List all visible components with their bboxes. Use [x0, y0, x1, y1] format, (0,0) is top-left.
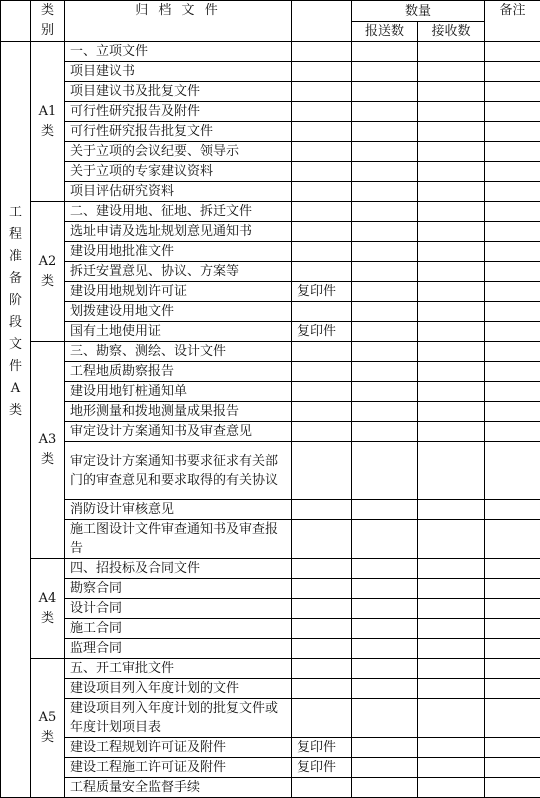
sent-count-cell — [352, 520, 418, 559]
copy-note-cell — [292, 559, 352, 579]
table-row — [1, 599, 540, 619]
remarks-cell — [485, 362, 540, 382]
table-row — [1, 222, 540, 242]
table-row — [1, 122, 540, 142]
sent-count-cell — [352, 659, 418, 679]
copy-note-cell — [292, 342, 352, 362]
copy-note-cell: 复印件 — [292, 758, 352, 778]
table-row — [1, 62, 540, 82]
remarks-cell — [485, 302, 540, 322]
received-count-cell — [418, 758, 485, 778]
sub-category-label: A4类 — [38, 589, 58, 629]
received-count-cell — [418, 162, 485, 182]
received-count-cell — [418, 82, 485, 102]
document-name-cell: 建设用地规划许可证 — [65, 282, 292, 302]
received-count-cell — [418, 202, 485, 222]
sent-count-cell — [352, 62, 418, 82]
document-name-cell: 四、招投标及合同文件 — [65, 559, 292, 579]
copy-note-cell — [292, 599, 352, 619]
remarks-cell — [485, 202, 540, 222]
archive-docs-header: 归 档 文 件 — [65, 1, 292, 42]
document-name-cell: 工程质量安全监督手续 — [65, 778, 292, 798]
document-name-cell: 勘察合同 — [65, 579, 292, 599]
copy-note-cell — [292, 659, 352, 679]
sent-count-cell — [352, 422, 418, 442]
document-name-cell: 二、建设用地、征地、拆迁文件 — [65, 202, 292, 222]
remarks-cell — [485, 102, 540, 122]
table-row — [1, 579, 540, 599]
table-row — [1, 182, 540, 202]
remarks-cell — [485, 262, 540, 282]
remarks-cell — [485, 402, 540, 422]
document-name-cell: 建设用地钉桩通知单 — [65, 382, 292, 402]
sent-count-cell — [352, 699, 418, 738]
copy-note-cell — [292, 639, 352, 659]
remarks-cell — [485, 639, 540, 659]
main-category-cell — [1, 42, 31, 798]
table-row — [1, 242, 540, 262]
table-row — [1, 342, 540, 362]
copy-note-cell — [292, 42, 352, 62]
received-count-cell — [418, 142, 485, 162]
copy-note-cell — [292, 222, 352, 242]
remarks-cell — [485, 619, 540, 639]
document-name-cell: 三、勘察、测绘、设计文件 — [65, 342, 292, 362]
remarks-cell — [485, 242, 540, 262]
received-count-cell — [418, 422, 485, 442]
document-name-cell: 可行性研究报告批复文件 — [65, 122, 292, 142]
sent-count-cell — [352, 639, 418, 659]
sent-count-cell — [352, 162, 418, 182]
received-count-cell — [418, 659, 485, 679]
copy-note-cell — [292, 362, 352, 382]
sent-count-cell — [352, 122, 418, 142]
received-count-cell — [418, 62, 485, 82]
table-row — [1, 738, 540, 758]
sent-count-cell — [352, 679, 418, 699]
remarks-cell — [485, 659, 540, 679]
sent-count-cell — [352, 262, 418, 282]
remarks-cell — [485, 500, 540, 520]
remarks-cell — [485, 738, 540, 758]
empty-corner-cell — [1, 1, 31, 42]
copy-note-cell — [292, 202, 352, 222]
table-row — [1, 402, 540, 422]
sub-category-cell — [31, 342, 65, 559]
copy-note-cell — [292, 302, 352, 322]
document-name-cell: 地形测量和拨地测量成果报告 — [65, 402, 292, 422]
table-row — [1, 422, 540, 442]
sent-count-cell — [352, 182, 418, 202]
table-row — [1, 102, 540, 122]
received-count-cell — [418, 242, 485, 262]
sub-category-label: A2类 — [38, 252, 58, 292]
sent-count-cell — [352, 282, 418, 302]
received-count-cell — [418, 102, 485, 122]
received-count-cell — [418, 738, 485, 758]
table-row — [1, 559, 540, 579]
document-name-cell: 施工合同 — [65, 619, 292, 639]
remarks-cell — [485, 122, 540, 142]
sub-category-cell — [31, 42, 65, 202]
copy-note-cell — [292, 520, 352, 559]
remarks-cell — [485, 342, 540, 362]
copy-note-cell — [292, 422, 352, 442]
copy-note-cell — [292, 142, 352, 162]
document-name-cell: 建设项目列入年度计划的文件 — [65, 679, 292, 699]
sub-category-label: A1类 — [38, 102, 58, 142]
document-name-cell: 可行性研究报告及附件 — [65, 102, 292, 122]
document-name-cell: 施工图设计文件审查通知书及审查报告 — [65, 520, 292, 559]
received-count-cell — [418, 222, 485, 242]
sent-count-cell — [352, 202, 418, 222]
remarks-cell — [485, 699, 540, 738]
received-count-cell — [418, 599, 485, 619]
copy-note-cell — [292, 62, 352, 82]
sent-count-cell — [352, 402, 418, 422]
sent-count-cell — [352, 342, 418, 362]
sent-count-cell — [352, 242, 418, 262]
sent-count-cell — [352, 302, 418, 322]
sent-count-cell — [352, 322, 418, 342]
copy-note-cell — [292, 402, 352, 422]
sent-count-cell — [352, 442, 418, 500]
table-row — [1, 282, 540, 302]
table-row — [1, 639, 540, 659]
quantity-header: 数量 — [352, 1, 485, 22]
received-count-cell — [418, 262, 485, 282]
copy-note-cell: 复印件 — [292, 738, 352, 758]
table-row — [1, 699, 540, 738]
sent-count-cell — [352, 599, 418, 619]
received-count-cell — [418, 182, 485, 202]
table-row — [1, 302, 540, 322]
received-count-cell — [418, 402, 485, 422]
table-row — [1, 162, 540, 182]
received-count-cell — [418, 362, 485, 382]
sent-count-cell — [352, 738, 418, 758]
sub-category-label: A3类 — [38, 430, 58, 470]
empty-header-cell — [292, 1, 352, 42]
received-count-cell — [418, 382, 485, 402]
document-name-cell: 监理合同 — [65, 639, 292, 659]
document-name-cell: 建设工程施工许可证及附件 — [65, 758, 292, 778]
sent-count-cell — [352, 42, 418, 62]
table-row — [1, 262, 540, 282]
sent-count-cell — [352, 82, 418, 102]
table-row — [1, 659, 540, 679]
sub-category-cell — [31, 559, 65, 659]
table-row — [1, 42, 540, 62]
remarks-cell — [485, 442, 540, 500]
sent-count-cell — [352, 619, 418, 639]
sent-count-cell — [352, 579, 418, 599]
table-row — [1, 322, 540, 342]
remarks-header: 备注 — [485, 1, 540, 42]
received-count-cell — [418, 500, 485, 520]
remarks-cell — [485, 182, 540, 202]
table-row — [1, 382, 540, 402]
copy-note-cell — [292, 102, 352, 122]
document-name-cell: 建设工程规划许可证及附件 — [65, 738, 292, 758]
document-name-cell: 划拨建设用地文件 — [65, 302, 292, 322]
copy-note-cell: 复印件 — [292, 322, 352, 342]
document-name-cell: 消防设计审核意见 — [65, 500, 292, 520]
copy-note-cell — [292, 579, 352, 599]
document-name-cell: 工程地质勘察报告 — [65, 362, 292, 382]
received-count-cell — [418, 342, 485, 362]
document-name-cell: 审定设计方案通知书及审查意见 — [65, 422, 292, 442]
remarks-cell — [485, 758, 540, 778]
remarks-cell — [485, 42, 540, 62]
received-count-cell — [418, 42, 485, 62]
table-row — [1, 202, 540, 222]
received-count-cell — [418, 679, 485, 699]
table-row — [1, 520, 540, 559]
document-name-cell: 关于立项的专家建议资料 — [65, 162, 292, 182]
copy-note-cell — [292, 82, 352, 102]
copy-note-cell — [292, 699, 352, 738]
sub-category-label: A5类 — [38, 708, 58, 748]
received-count-cell — [418, 520, 485, 559]
sent-count-cell — [352, 362, 418, 382]
copy-note-cell — [292, 619, 352, 639]
received-count-cell — [418, 442, 485, 500]
document-name-cell: 项目建议书及批复文件 — [65, 82, 292, 102]
copy-note-cell — [292, 382, 352, 402]
sub-category-cell — [31, 659, 65, 798]
table-row — [1, 679, 540, 699]
document-name-cell: 五、开工审批文件 — [65, 659, 292, 679]
received-count-cell — [418, 619, 485, 639]
copy-note-cell — [292, 242, 352, 262]
sent-count-cell — [352, 382, 418, 402]
received-count-header: 接收数 — [418, 22, 485, 42]
sub-category-cell — [31, 202, 65, 342]
received-count-cell — [418, 322, 485, 342]
category-header — [31, 1, 65, 42]
received-count-cell — [418, 559, 485, 579]
sent-count-cell — [352, 102, 418, 122]
remarks-cell — [485, 679, 540, 699]
received-count-cell — [418, 302, 485, 322]
sent-count-header: 报送数 — [352, 22, 418, 42]
document-name-cell: 国有土地使用证 — [65, 322, 292, 342]
received-count-cell — [418, 699, 485, 738]
table-row — [1, 442, 540, 500]
copy-note-cell — [292, 500, 352, 520]
table-row — [1, 362, 540, 382]
copy-note-cell — [292, 182, 352, 202]
table-row — [1, 142, 540, 162]
document-name-cell: 拆迁安置意见、协议、方案等 — [65, 262, 292, 282]
remarks-cell — [485, 422, 540, 442]
remarks-cell — [485, 222, 540, 242]
document-name-cell: 项目建议书 — [65, 62, 292, 82]
remarks-cell — [485, 162, 540, 182]
table-row — [1, 82, 540, 102]
document-name-cell: 建设项目列入年度计划的批复文件或年度计划项目表 — [65, 699, 292, 738]
received-count-cell — [418, 579, 485, 599]
remarks-cell — [485, 62, 540, 82]
sent-count-cell — [352, 559, 418, 579]
table-row — [1, 619, 540, 639]
remarks-cell — [485, 520, 540, 559]
remarks-cell — [485, 322, 540, 342]
remarks-cell — [485, 82, 540, 102]
remarks-cell — [485, 579, 540, 599]
category-header-label: 类别 — [41, 1, 55, 41]
remarks-cell — [485, 142, 540, 162]
main-category-label: 工程准备阶段文件 A类 — [9, 202, 23, 422]
copy-note-cell: 复印件 — [292, 282, 352, 302]
document-name-cell: 选址申请及选址规划意见通知书 — [65, 222, 292, 242]
received-count-cell — [418, 122, 485, 142]
remarks-cell — [485, 559, 540, 579]
table-row — [1, 758, 540, 778]
sent-count-cell — [352, 222, 418, 242]
document-name-cell: 项目评估研究资料 — [65, 182, 292, 202]
document-name-cell: 关于立项的会议纪要、领导示 — [65, 142, 292, 162]
copy-note-cell — [292, 262, 352, 282]
copy-note-cell — [292, 442, 352, 500]
sent-count-cell — [352, 500, 418, 520]
copy-note-cell — [292, 122, 352, 142]
table-row — [1, 500, 540, 520]
remarks-cell — [485, 599, 540, 619]
remarks-cell — [485, 282, 540, 302]
remarks-cell — [485, 382, 540, 402]
received-count-cell — [418, 282, 485, 302]
document-name-cell: 审定设计方案通知书要求征求有关部门的审查意见和要求取得的有关协议 — [65, 442, 292, 500]
sent-count-cell — [352, 758, 418, 778]
document-name-cell: 设计合同 — [65, 599, 292, 619]
document-name-cell: 一、立项文件 — [65, 42, 292, 62]
document-name-cell: 建设用地批准文件 — [65, 242, 292, 262]
sent-count-cell — [352, 142, 418, 162]
copy-note-cell — [292, 162, 352, 182]
copy-note-cell — [292, 679, 352, 699]
received-count-cell — [418, 639, 485, 659]
